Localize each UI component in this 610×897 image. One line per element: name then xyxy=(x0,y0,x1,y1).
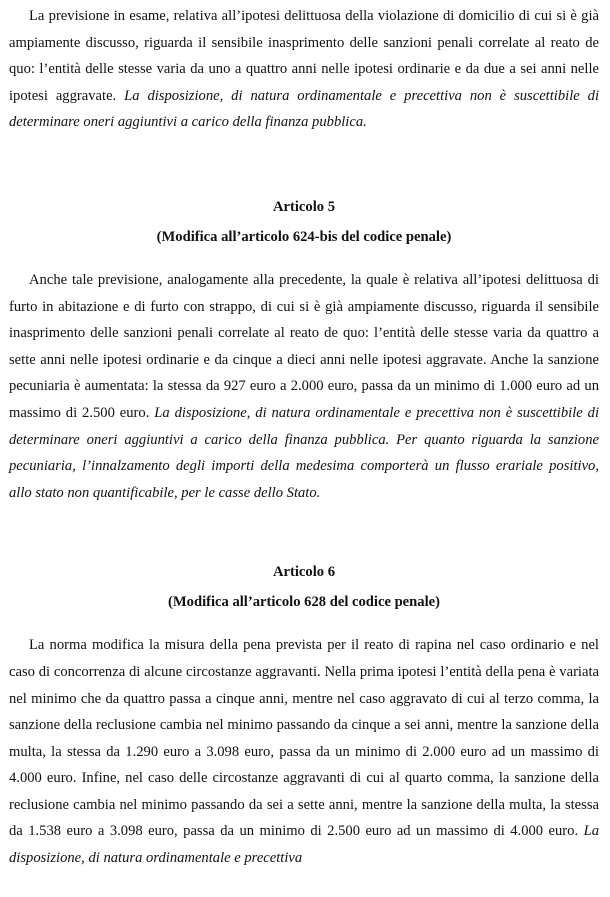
articolo-5-title: Articolo 5 xyxy=(272,198,335,215)
articolo-6-text: La norma modifica la misura della pena prevista per il reato di rapina nel caso ordinario e nel caso di concorrenza di alcune circostanze aggravanti. Nella prima ipotesi l’entità della pena è variata nel minimo che da quattro passa a cinque anni, mentre nel caso aggravato di cui al terzo comma, la sanzione della reclusione cambia nel minimo passando da cinque a sei anni, mentre la sanzione della multa, la stessa da 1.290 euro a 3.098 euro, passa da un minimo di 2.000 euro ad un massimo di 4.000 euro. Infine, nel caso delle circostanze aggravanti di cui al quarto comma, la sanzione della reclusione cambia nel minimo passando da sei a sette anni, mentre la sanzione della multa, la stessa da 1.538 euro a 3.098 euro, passa da un minimo di 2.500 euro ad un massimo di 4.000 euro. xyxy=(9,637,599,840)
document-page xyxy=(9,3,599,872)
articolo-5-text: Anche tale previsione, analogamente alla precedente, la quale è relativa all’ipotesi delittuosa di furto in abitazione e di furto con strappo, di cui si è già ampiamente discusso, riguarda il sensibile inasprimento delle sanzioni penali correlate al reato de quo: l’entità delle stesse varia da quattro a sette anni nelle ipotesi ordinarie e da cinque a dieci anni nelle ipotesi aggravate. Anche la sanzione pecuniaria è aumentata: la stessa da 927 euro a 2.000 euro, passa da un minimo di 1.000 euro ad un massimo di 2.500 euro. xyxy=(9,271,599,421)
articolo-6-subtitle: (Modifica all’articolo 628 del codice penale) xyxy=(168,594,440,611)
articolo-5-subtitle: (Modifica all’articolo 624-bis del codice penale) xyxy=(156,228,452,245)
intro-paragraph-text: La previsione in esame, relativa all’ipotesi delittuosa della violazione di domicilio di cui si è già ampiamente discusso, riguarda il sensibile inasprimento delle sanzioni penali correlate al reato de quo: l’entità delle stesse varia da uno a quattro anni nelle ipotesi ordinarie e da due a sei anni nelle ipotesi aggravate. xyxy=(9,8,599,104)
articolo-5-italic: La disposizione, di natura ordinamentale e precettiva non è suscettibile di determinare oneri aggiuntivi a carico della finanza pubblica. Per quanto riguarda la sanzione pecuniaria, l’innalzamento degli importi della medesima comporterà un flusso erariale positivo, allo stato non quantificabile, per le casse dello Stato. xyxy=(9,404,599,501)
intro-paragraph xyxy=(9,3,599,136)
articolo-6-italic: La disposizione, di natura ordinamentale e precettiva xyxy=(9,823,599,867)
articolo-6-paragraph xyxy=(9,632,599,871)
intro-paragraph-italic: La disposizione, di natura ordinamentale e precettiva non è suscettibile di determinare oneri aggiuntivi a carico della finanza pubblica. xyxy=(9,87,599,131)
articolo-6-title: Articolo 6 xyxy=(272,564,335,581)
articolo-5-paragraph xyxy=(9,267,599,506)
